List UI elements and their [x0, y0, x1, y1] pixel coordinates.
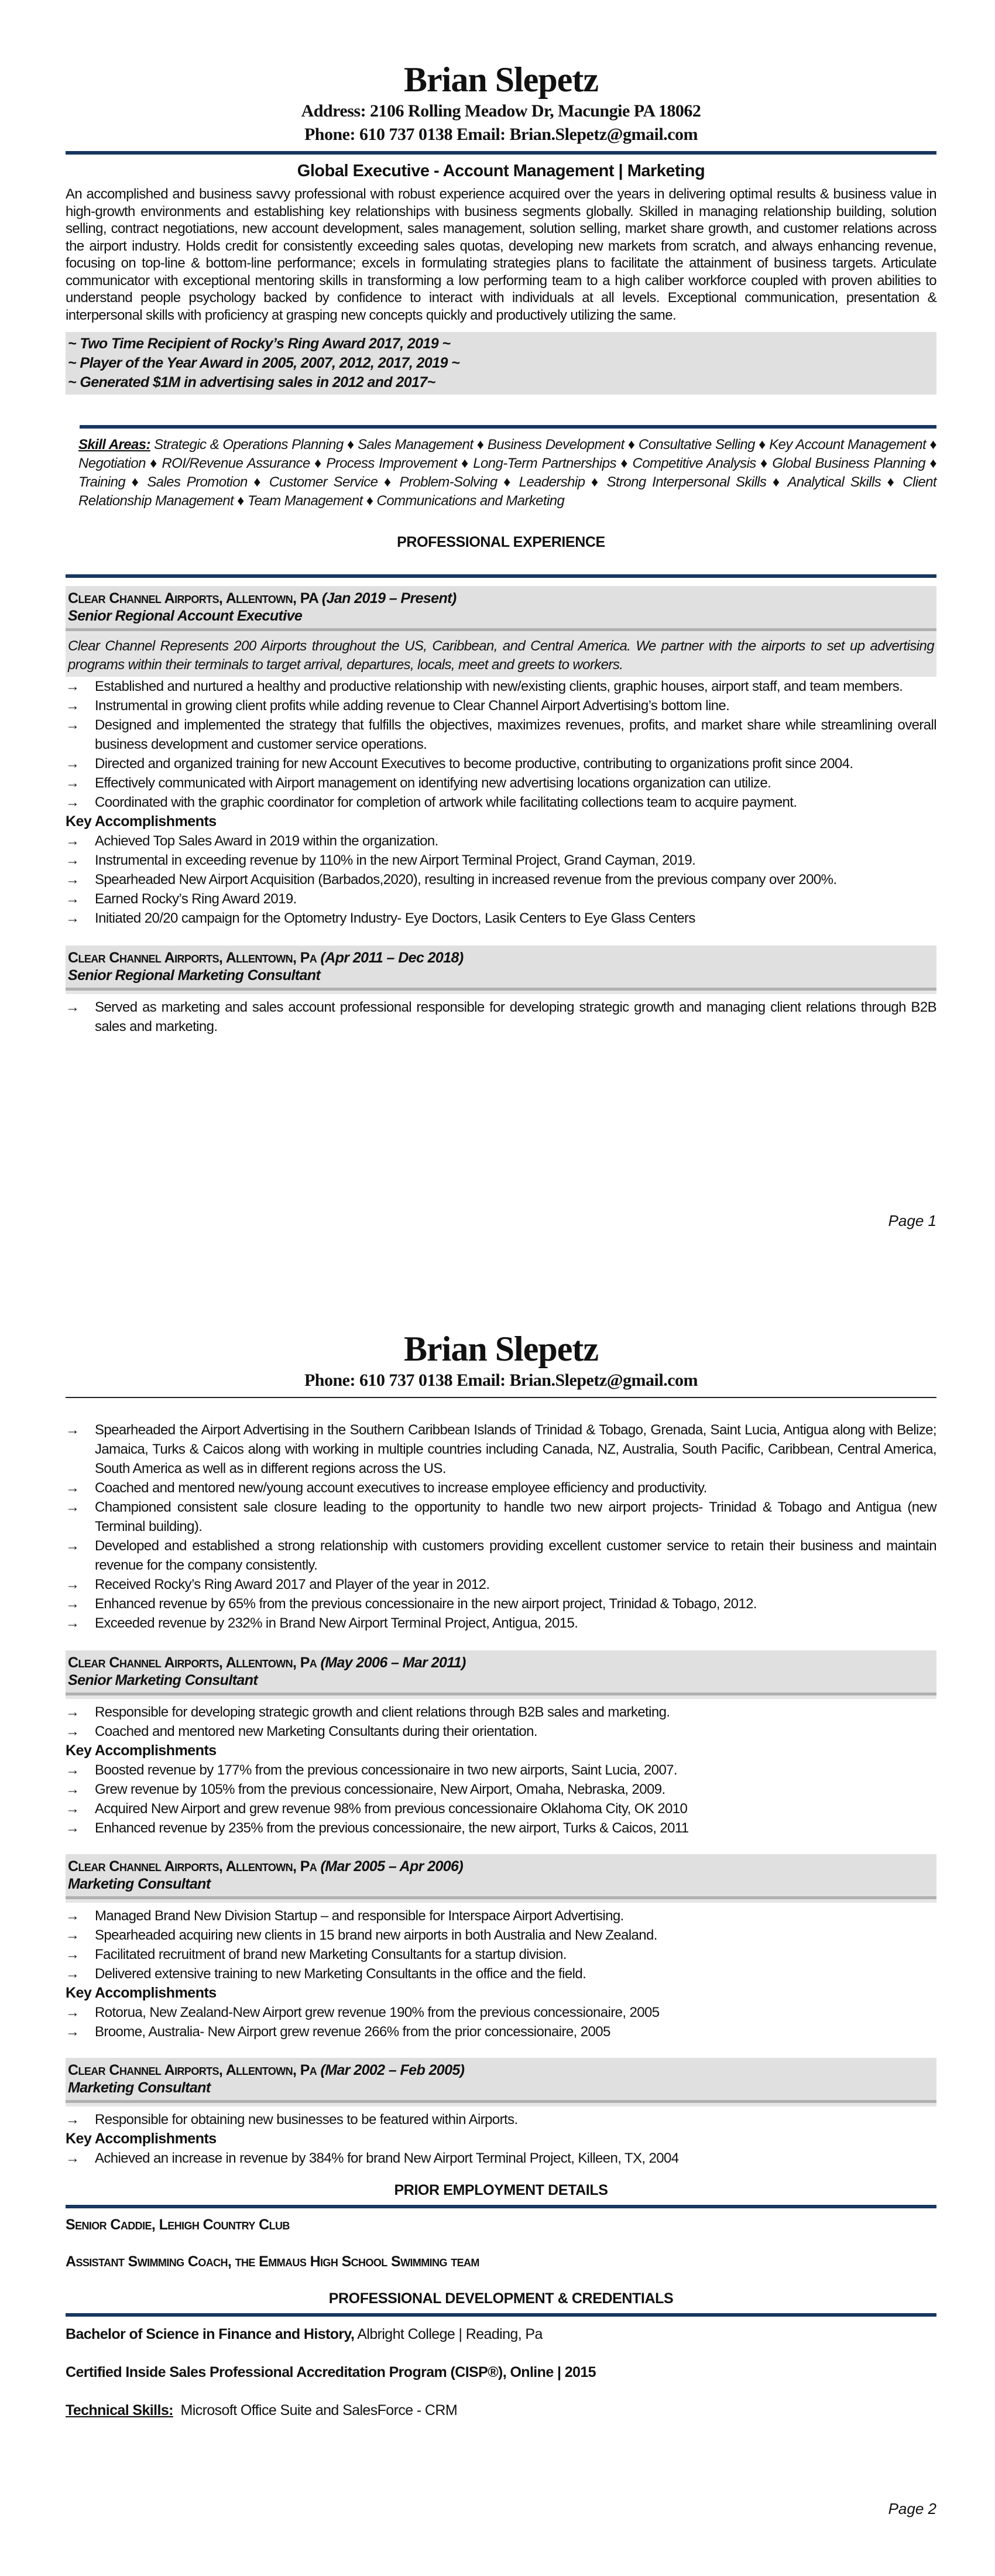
bullet-item [66, 1575, 936, 1594]
bullet-item [66, 1722, 936, 1741]
bullet-item [66, 1964, 936, 1984]
bullet-item [66, 870, 936, 889]
company-description: Clear Channel Represents 200 Airports throughout the US, Caribbean, and Central America. We partner with the airports to set up advertising programs within their terminals to target arrival, departures, locals, meet and greets to workers. [66, 635, 936, 677]
award: ~ Two Time Recipient of Rocky’s Ring Award 2017, 2019 ~ [68, 335, 451, 352]
technical-skills [66, 2402, 936, 2419]
bullet-text: Grew revenue by 105% from the previous concessionaire, New Airport, Omaha, Nebraska, 2009. [95, 1782, 665, 1797]
accomplishment-bullets [66, 1760, 936, 1838]
job-header [66, 2058, 936, 2103]
arrow-icon: → [66, 2024, 80, 2040]
arrow-icon: → [66, 1801, 80, 1817]
job-entry [66, 1854, 936, 2041]
arrow-icon: → [66, 2112, 80, 2128]
job-bullets [66, 1420, 936, 1633]
arrow-icon: → [66, 794, 80, 810]
bullet-item [66, 2003, 936, 2022]
job-entry [66, 2058, 936, 2168]
arrow-icon: → [66, 1947, 80, 1962]
arrow-icon: → [66, 1908, 80, 1924]
bullet-text: Boosted revenue by 177% from the previous concessionaire in two new airports, Saint Lucia, 2007. [95, 1762, 678, 1778]
bullet-item [66, 2022, 936, 2041]
divider [66, 1397, 936, 1398]
bullet-text: Served as marketing and sales account professional responsible for developing strategic growth and managing client relations through B2B sales and marketing. [95, 999, 936, 1034]
bullet-item [66, 851, 936, 870]
bullet-text: Achieved an increase in revenue by 384% for brand New Airport Terminal Project, Killeen, TX, 2004 [95, 2150, 679, 2166]
bullet-item [66, 1536, 936, 1575]
bullet-text: Exceeded revenue by 232% in Brand New Airport Terminal Project, Antigua, 2015. [95, 1615, 578, 1631]
bullet-item [66, 773, 936, 793]
arrow-icon: → [66, 1927, 80, 1943]
job-dates: (Mar 2005 – Apr 2006) [320, 1858, 464, 1875]
company [68, 1858, 934, 1875]
bullet-item [66, 889, 936, 909]
bullet-text: Coordinated with the graphic coordinator for completion of artwork while facilitating collections team to acquire payment. [95, 794, 797, 810]
bullet-item [66, 754, 936, 773]
job-dates: (Apr 2011 – Dec 2018) [320, 950, 464, 966]
bullet-item [66, 1478, 936, 1498]
bullet-text: Achieved Top Sales Award in 2019 within the organization. [95, 833, 438, 849]
bullet-item [66, 1926, 936, 1945]
bullet-text: Coached and mentored new Marketing Consultants during their orientation. [95, 1724, 537, 1739]
arrow-icon: → [66, 1538, 80, 1554]
degree-title: Bachelor of Science in Finance and History, [66, 2326, 355, 2342]
technical-skills-label: Technical Skills: [66, 2402, 173, 2419]
job-title: Senior Regional Marketing Consultant [68, 967, 321, 984]
accomplishment-bullets [66, 2149, 936, 2168]
bullet-text: Initiated 20/20 campaign for the Optometry Industry- Eye Doctors, Lasik Centers to Eye Glass Centers [95, 910, 695, 926]
job-header [66, 586, 936, 631]
company-name: Clear Channel Airports, Allentown, Pa [68, 2062, 317, 2078]
job-bullets [66, 998, 936, 1036]
summary: An accomplished and business savvy professional with robust experience acquired over the years in delivering optimal results & business value in high-growth environments and establishing key relationships with business segments globally. Skilled in managing relationship building, solution selling, contract negotiations, new account development, sales management, solution selling, market share growth, and customer relations across the airport industry. Holds credit for consistently exceeding sales quotas, developing new markets from scratch, and always enhancing revenue, focusing on top-line & bottom-line performance; excels in formulating strategies plans to facilitate the attainment of business targets. Articulate communicator with exceptional mentoring skills in transforming a low performing team to a high caliber workforce coupled with proven abilities to understand people psychology backed by confidence to interact with individuals at all levels. Exceptional communication, presentation & interpersonal skills with proficiency at grasping new concepts quickly and productively utilizing the same. [66, 186, 936, 323]
bullet-item [66, 1420, 936, 1478]
bullet-item [66, 793, 936, 812]
arrow-icon: → [66, 1422, 80, 1438]
bullet-item [66, 1799, 936, 1818]
prior-job: Assistant Swimming Coach, the Emmaus High School Swimming team [66, 2253, 479, 2270]
job-entry [66, 586, 936, 928]
key-accomplishments-label: Key Accomplishments [66, 2130, 217, 2147]
bullet-text: Instrumental in exceeding revenue by 110% in the new Airport Terminal Project, Grand Cayman, 2019. [95, 852, 696, 868]
award: ~ Generated $1M in advertising sales in 2012 and 2017~ [68, 374, 435, 390]
key-accomplishments-label: Key Accomplishments [66, 1985, 217, 2001]
company-name: Clear Channel Airports, Allentown, PA [68, 590, 318, 607]
arrow-icon: → [66, 1966, 80, 1982]
section-heading-prior: PRIOR EMPLOYMENT DETAILS [394, 2182, 608, 2198]
job-bullets [66, 2110, 936, 2129]
headline: Global Executive - Account Management | Marketing [297, 162, 705, 180]
certification: Certified Inside Sales Professional Accreditation Program (CISP®), Online | 2015 [66, 2364, 596, 2380]
arrow-icon: → [66, 910, 80, 926]
bullet-text: Broome, Australia- New Airport grew revenue 266% from the prior concessionaire, 2005 [95, 2024, 610, 2040]
company [68, 590, 934, 607]
award: ~ Player of the Year Award in 2005, 2007, 2012, 2017, 2019 ~ [68, 355, 460, 371]
arrow-icon: → [66, 1499, 80, 1515]
bullet-text: Developed and established a strong relationship with customers providing excellent customer service to retain their business and maintain revenue for the company consistently. [95, 1538, 936, 1573]
bullet-text: Received Rocky’s Ring Award 2017 and Player of the year in 2012. [95, 1577, 490, 1592]
job-title: Senior Regional Account Executive [68, 608, 303, 624]
key-accomplishments-label: Key Accomplishments [66, 1742, 217, 1759]
arrow-icon: → [66, 1724, 80, 1739]
bullet-item [66, 1760, 936, 1780]
bullet-item [66, 696, 936, 715]
candidate-name: Brian Slepetz [404, 1330, 598, 1368]
job-dates: (Jan 2019 – Present) [321, 590, 457, 607]
bullet-text: Acquired New Airport and grew revenue 98% from previous concessionaire Oklahoma City, OK 2010 [95, 1801, 688, 1817]
arrow-icon: → [66, 1820, 80, 1836]
job-bullets [66, 677, 936, 812]
bullet-text: Enhanced revenue by 65% from the previous concessionaire in the new airport project, Trinidad & Tobago, 2012. [95, 1596, 757, 1612]
section-heading-experience: PROFESSIONAL EXPERIENCE [397, 534, 605, 550]
bullet-text: Effectively communicated with Airport management on identifying new advertising locations organization can utilize. [95, 775, 771, 791]
bullet-text: Spearheaded New Airport Acquisition (Barbados,2020), resulting in increased revenue from the previous company over 200%. [95, 872, 837, 888]
arrow-icon: → [66, 999, 80, 1015]
bullet-item [66, 1703, 936, 1722]
bullet-item [66, 831, 936, 851]
divider [66, 2205, 936, 2208]
accomplishment-bullets [66, 2003, 936, 2041]
job-dates: (May 2006 – Mar 2011) [320, 1654, 466, 1671]
bullet-item [66, 2110, 936, 2129]
job-title: Marketing Consultant [68, 1876, 211, 1892]
company [68, 2061, 934, 2079]
arrow-icon: → [66, 1577, 80, 1592]
bullet-text: Earned Rocky’s Ring Award 2019. [95, 891, 297, 907]
job-entry [66, 946, 936, 1036]
bullet-text: Spearheaded the Airport Advertising in the Southern Caribbean Islands of Trinidad & Tobago, Grenada, Saint Lucia, Antigua along with Belize; Jamaica, Turks & Caicos along with working in multiple countries including Canada, NZ, Australia, South Pacific, Caribbean, Central America, South America as well as in different regions across the US. [95, 1422, 936, 1477]
arrow-icon: → [66, 1615, 80, 1631]
skill-areas-label: Skill Areas: [78, 437, 150, 453]
arrow-icon: → [66, 1480, 80, 1496]
resume-page-1 [66, 0, 936, 1229]
bullet-item [66, 909, 936, 928]
arrow-icon: → [66, 833, 80, 849]
degree [66, 2326, 936, 2343]
job-header [66, 1650, 936, 1695]
bullet-item [66, 715, 936, 754]
awards-box [66, 332, 936, 395]
bullet-text: Managed Brand New Division Startup – and responsible for Interspace Airport Advertising. [95, 1908, 624, 1924]
company-name: Clear Channel Airports, Allentown, Pa [68, 1858, 317, 1875]
resume-page-2 [66, 1311, 936, 2517]
skill-areas-list: Strategic & Operations Planning ♦ Sales Management ♦ Business Development ♦ Consultative Selling ♦ Key Account Management ♦ Negotiation ♦ ROI/Revenue Assurance ♦ Process Improvement ♦ Long-Term Partnerships ♦ Competitive Analysis ♦ Global Business Planning ♦ Training ♦ Sales Promotion ♦ Customer Service ♦ Problem-Solving ♦ Leadership ♦ Strong Interpersonal Skills ♦ Analytical Skills ♦ Client Relationship Management ♦ Team Management ♦ Communications and Marketing [78, 437, 936, 509]
divider [66, 2313, 936, 2317]
divider [80, 425, 936, 429]
arrow-icon: → [66, 2150, 80, 2166]
bullet-item [66, 677, 936, 696]
bullet-text: Directed and organized training for new Account Executives to become productive, contributing to organizations profit since 2004. [95, 756, 853, 772]
skill-areas [78, 436, 936, 511]
company [68, 949, 934, 967]
job-bullets [66, 1703, 936, 1741]
job-title: Marketing Consultant [68, 2080, 211, 2096]
bullet-text: Designed and implemented the strategy that fulfills the objectives, maximizes revenues, profits, and market share while streamlining overall business development and customer service operations. [95, 717, 936, 752]
arrow-icon: → [66, 2005, 80, 2020]
section-heading-credentials: PROFESSIONAL DEVELOPMENT & CREDENTIALS [328, 2290, 674, 2307]
page-number: Page 1 [888, 1212, 936, 1229]
phone-email: Phone: 610 737 0138 Email: Brian.Slepetz@gmail.com [304, 125, 698, 144]
job-header [66, 946, 936, 991]
bullet-text: Instrumental in growing client profits while adding revenue to Clear Channel Airport Advertising’s bottom line. [95, 698, 730, 714]
bullet-item [66, 998, 936, 1036]
address: Address: 2106 Rolling Meadow Dr, Macungie PA 18062 [301, 101, 701, 121]
company [68, 1654, 934, 1671]
technical-skills-value: Microsoft Office Suite and SalesForce - CRM [173, 2402, 458, 2419]
arrow-icon: → [66, 1782, 80, 1797]
bullet-text: Coached and mentored new/young account executives to increase employee efficiency and productivity. [95, 1480, 707, 1496]
job-dates: (Mar 2002 – Feb 2005) [320, 2062, 465, 2078]
arrow-icon: → [66, 1704, 80, 1720]
arrow-icon: → [66, 872, 80, 888]
bullet-text: Spearheaded acquiring new clients in 15 brand new airports in both Australia and New Zealand. [95, 1927, 657, 1943]
arrow-icon: → [66, 717, 80, 733]
bullet-item [66, 1594, 936, 1614]
bullet-text: Facilitated recruitment of brand new Marketing Consultants for a startup division. [95, 1947, 567, 1962]
arrow-icon: → [66, 1596, 80, 1612]
arrow-icon: → [66, 891, 80, 907]
job-entry [66, 1650, 936, 1838]
bullet-text: Enhanced revenue by 235% from the previous concessionaire, the new airport, Turks & Caicos, 2011 [95, 1820, 689, 1836]
key-accomplishments-label: Key Accomplishments [66, 813, 217, 830]
arrow-icon: → [66, 852, 80, 868]
divider [66, 574, 936, 578]
arrow-icon: → [66, 775, 80, 791]
bullet-text: Rotorua, New Zealand-New Airport grew revenue 190% from the previous concessionaire, 2005 [95, 2005, 660, 2020]
bullet-item [66, 1906, 936, 1926]
bullet-text: Responsible for obtaining new businesses to be featured within Airports. [95, 2112, 518, 2128]
bullet-text: Established and nurtured a healthy and productive relationship with new/existing clients, graphic houses, airport staff, and team members. [95, 679, 903, 694]
accomplishment-bullets [66, 831, 936, 928]
bullet-item [66, 1780, 936, 1799]
bullet-item [66, 2149, 936, 2168]
job-title: Senior Marketing Consultant [68, 1672, 258, 1688]
bullet-text: Delivered extensive training to new Marketing Consultants in the office and the field. [95, 1966, 586, 1982]
company-name: Clear Channel Airports, Allentown, Pa [68, 1654, 317, 1671]
phone-email: Phone: 610 737 0138 Email: Brian.Slepetz@gmail.com [304, 1371, 698, 1390]
bullet-text: Responsible for developing strategic growth and client relations through B2B sales and marketing. [95, 1704, 670, 1720]
arrow-icon: → [66, 756, 80, 772]
arrow-icon: → [66, 1762, 80, 1778]
bullet-item [66, 1818, 936, 1838]
prior-job: Senior Caddie, Lehigh Country Club [66, 2217, 290, 2233]
arrow-icon: → [66, 679, 80, 694]
bullet-item [66, 1498, 936, 1536]
bullet-item [66, 1614, 936, 1633]
company-name: Clear Channel Airports, Allentown, Pa [68, 950, 317, 966]
candidate-name: Brian Slepetz [404, 60, 598, 99]
degree-school: Albright College | Reading, Pa [354, 2326, 543, 2342]
job-bullets [66, 1906, 936, 1984]
arrow-icon: → [66, 698, 80, 714]
bullet-text: Championed consistent sale closure leading to the opportunity to handle two new airport projects- Trinidad & Tobago and Antigua (new Terminal building). [95, 1499, 936, 1534]
page-number: Page 2 [888, 2500, 936, 2517]
bullet-item [66, 1945, 936, 1964]
divider [66, 151, 936, 155]
job-header [66, 1854, 936, 1899]
